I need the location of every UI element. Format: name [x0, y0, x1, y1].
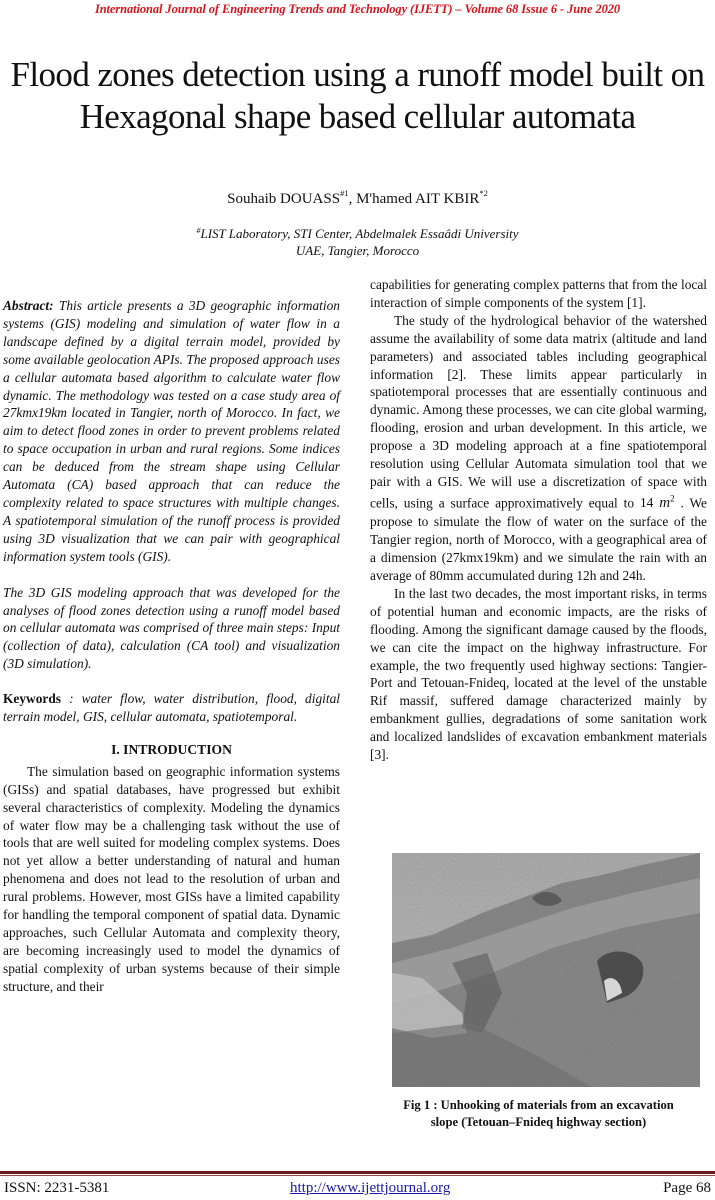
abstract-text: This article presents a 3D geographic information systems (GIS) modeling and simulation of water flow in a landscape defined by a digital terrain model, provided by some available geolocation APIs. The proposed approach uses a cellular automata based algorithm to calculate water flow dynamic. The methodology was tested on a case study area of 27kmx19km located in Tangier, north of Morocco. In fact, we aim to detect flood zones in order to prevent problems related to space occupation in urban and rural regions. Some indices can be deduced from the stream shape using Cellular Automata (CA) based approach that can reduce the complexity related to space structures with multiple changes. A spatiotemporal simulation of the runoff process is provided using 3D visualization that we can pair with geographical information system tools (GIS).: [3, 298, 340, 564]
abstract-paragraph-2: The 3D GIS modeling approach that was developed for the analyses of flood zones detection using a runoff model based on cellular automata was comprised of three main steps: Input (collection of data), calculation (CA tool) and visualization (3D simulation).: [3, 584, 340, 672]
intro-paragraph-1: The simulation based on geographic information systems (GISs) and spatial databases, have progressed but exhibit several characteristics of complexity. Modeling the dynamics of water flow may be a challenging task without the use of tools that are well suited for modeling complex systems. Does not yet allow a better understanding of natural and human phenomena and does not lead to the resolution of urban and rural problems. However, most GISs have a limited capability for handling the temporal component of spatial data. Dynamic approaches, such Cellular Automata and complexity theory, are becoming increasingly used to model the dynamics of spatial complexity of urban systems because of their simple structure, and their: [3, 763, 340, 994]
affiliation: [0, 222, 715, 259]
author-mark: #1: [340, 188, 349, 198]
affiliation-line-1: LIST Laboratory, STI Center, Abdelmalek Essaâdi University: [200, 226, 519, 241]
left-column: [3, 297, 340, 996]
paper-title: Flood zones detection using a runoff model built on Hexagonal shape based cellular automata: [10, 55, 705, 136]
intro-paragraph-1-continued: capabilities for generating complex patterns that from the local interaction of simple components of the system [1].: [370, 277, 707, 310]
keywords-label: Keywords: [3, 691, 62, 707]
abstract-label: Abstract:: [3, 298, 54, 313]
author-name: Souhaib DOUASS: [227, 191, 341, 207]
authors: Souhaib DOUASS$^{\#1}$, M'hamed AIT KBIR$^{*2}$: [227, 188, 488, 207]
issn: ISSN: 2231-5381: [4, 1180, 110, 1196]
page-footer: [0, 1180, 715, 1198]
intro-paragraph-2: The study of the hydrological behavior of the watershed assume the availability of some data matrix (altitude and land parameters) and associated tables including geographical information [2]. These limits appear particularly in spatiotemporal processes that are essentially continuous and dynamic. Among these processes, we can cite global warming, flooding, erosion and urban development. In this article, we propose a 3D modeling approach at a fine spatiotemporal resolution using Cellular Automata simulation tool that we pair with a GIS. We will use a discretization of space with cells, using a surface approximatively equal to 14 $m^2$ . We propose to simulate the flow of water on the surface of the Tangier region, north of Morocco, with a geographical area of a dimension (27kmx19km) and we simulate the rain with an average of 80mm accumulated during 12h and 24h.: [370, 312, 708, 583]
running-head: International Journal of Engineering Trends and Technology (IJETT) – Volume 68 Issue 6 - June 2020: [94, 2, 621, 16]
author-mark: *2: [479, 188, 488, 198]
figure-1-caption: Fig 1 : Unhooking of materials from an excavation slope (Tetouan–Fnideq highway section): [403, 1098, 674, 1129]
right-column: [370, 276, 707, 764]
math-area: 14 $m^2$: [639, 493, 675, 512]
keywords: [3, 690, 340, 726]
journal-url-link[interactable]: http://www.ijettjournal.org: [290, 1180, 451, 1196]
figure-1-photo: [392, 853, 700, 1087]
keywords-text: : water flow, water distribution, flood, digital terrain model, GIS, cellular automata, spatiotemporal.: [3, 691, 340, 725]
excavation-slope-photo: [392, 853, 700, 1087]
footer-divider: [0, 1171, 715, 1176]
page-number: Page 68: [663, 1180, 711, 1196]
abstract: [3, 297, 340, 566]
author-name: M'hamed AIT KBIR: [356, 191, 480, 207]
intro-paragraph-3: In the last two decades, the most important risks, in terms of potential human and economic impacts, are the risks of flooding. Among the significant damage caused by the floods, we can cite the impact on the highway infrastructure. For example, the two frequently used highway sections: Tangier-Port and Tetouan-Fnideq, located at the level of the unstable Rif massif, suffered damage characterized mainly by embankment gullies, degradations of some sanitation work and localized landslides of excavation embankment materials [3].: [370, 585, 707, 763]
section-heading-introduction: I. INTRODUCTION: [111, 741, 232, 757]
affiliation-line-2: UAE, Tangier, Morocco: [295, 243, 420, 258]
affiliation-mark: #: [196, 226, 201, 235]
